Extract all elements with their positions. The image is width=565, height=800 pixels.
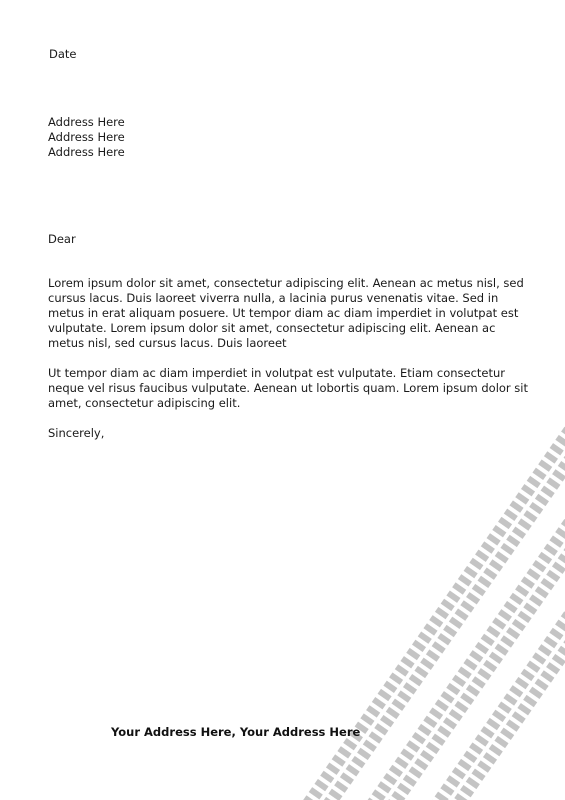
body-paragraph-2: Ut tempor diam ac diam imperdiet in volutpat est vulputate. Etiam consectetur neque vel risus faucibus vulputate. Aenean ut lobortis quam. Lorem ipsum dolor sit amet, consectetur adipiscing elit. [48, 366, 529, 410]
closing: Sincerely, [48, 426, 105, 440]
date-line: Date [49, 47, 77, 61]
tire-track-3 [349, 493, 565, 800]
address-line-1: Address Here [48, 115, 125, 129]
address-line-2: Address Here [48, 130, 125, 144]
footer-address: Your Address Here, Your Address Here [111, 725, 361, 739]
address-line-3: Address Here [48, 145, 125, 159]
tire-track-group [269, 423, 565, 800]
salutation: Dear [48, 232, 76, 246]
recipient-address [48, 115, 125, 160]
body-paragraph-1: Lorem ipsum dolor sit amet, consectetur adipiscing elit. Aenean ac metus nisl, sed cursus lacus. Duis laoreet viverra nulla, a lacinia purus venenatis vitae. Sed in metus in erat aliquam posuere. Ut tempor diam ac diam imperdiet in volutpat est vulputate. Lorem ipsum dolor sit amet, consectetur adipiscing elit. Aenean ac metus nisl, sed cursus lacus. Duis laoreet [48, 276, 524, 350]
